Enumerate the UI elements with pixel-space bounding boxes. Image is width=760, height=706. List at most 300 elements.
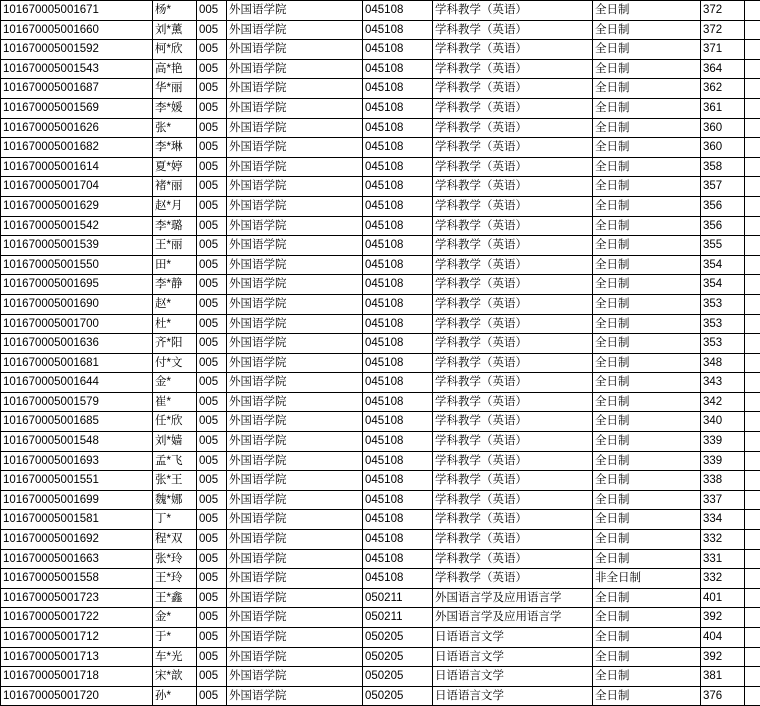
major-code-cell: 045108 — [363, 451, 433, 471]
table-row — [1, 118, 760, 138]
table-row — [1, 79, 760, 99]
major-code-cell: 045108 — [363, 98, 433, 118]
major-name-cell: 学科教学（英语） — [433, 569, 593, 589]
college-code-cell: 005 — [197, 412, 227, 432]
score-cell: 353 — [701, 294, 745, 314]
applicant-name-cell: 王*鑫 — [153, 588, 197, 608]
applicant-name-cell: 李*媛 — [153, 98, 197, 118]
major-name-cell: 学科教学（英语） — [433, 353, 593, 373]
score-cell: 339 — [701, 432, 745, 452]
major-code-cell: 045108 — [363, 471, 433, 491]
study-type-cell: 全日制 — [593, 334, 701, 354]
applicant-name-cell: 孟*飞 — [153, 451, 197, 471]
major-code-cell: 045108 — [363, 314, 433, 334]
score-cell: 372 — [701, 20, 745, 40]
study-type-cell: 全日制 — [593, 314, 701, 334]
score-cell: 354 — [701, 275, 745, 295]
college-code-cell: 005 — [197, 334, 227, 354]
college-code-cell: 005 — [197, 275, 227, 295]
score-cell: 392 — [701, 608, 745, 628]
study-type-cell: 全日制 — [593, 647, 701, 667]
major-name-cell: 学科教学（英语） — [433, 294, 593, 314]
exam-id-cell: 101670005001614 — [1, 157, 153, 177]
table-row — [1, 569, 760, 589]
applicant-name-cell: 赵* — [153, 294, 197, 314]
applicant-name-cell: 孙* — [153, 686, 197, 706]
college-code-cell: 005 — [197, 40, 227, 60]
major-code-cell: 045108 — [363, 157, 433, 177]
applicant-name-cell: 褚*丽 — [153, 177, 197, 197]
major-name-cell: 学科教学（英语） — [433, 490, 593, 510]
major-code-cell: 045108 — [363, 20, 433, 40]
college-name-cell: 外国语学院 — [227, 471, 363, 491]
college-name-cell: 外国语学院 — [227, 432, 363, 452]
major-code-cell: 045108 — [363, 40, 433, 60]
study-type-cell: 非全日制 — [593, 569, 701, 589]
major-code-cell: 045108 — [363, 138, 433, 158]
score-cell: 356 — [701, 216, 745, 236]
exam-id-cell: 101670005001550 — [1, 255, 153, 275]
college-name-cell: 外国语学院 — [227, 667, 363, 687]
major-code-cell: 045108 — [363, 1, 433, 21]
college-code-cell: 005 — [197, 98, 227, 118]
major-name-cell: 学科教学（英语） — [433, 510, 593, 530]
college-name-cell: 外国语学院 — [227, 353, 363, 373]
table-row — [1, 549, 760, 569]
study-type-cell: 全日制 — [593, 138, 701, 158]
major-code-cell: 050205 — [363, 647, 433, 667]
major-code-cell: 045108 — [363, 334, 433, 354]
college-code-cell: 005 — [197, 471, 227, 491]
college-code-cell: 005 — [197, 216, 227, 236]
exam-id-cell: 101670005001690 — [1, 294, 153, 314]
blank-cell — [745, 667, 760, 687]
college-code-cell: 005 — [197, 20, 227, 40]
college-name-cell: 外国语学院 — [227, 373, 363, 393]
blank-cell — [745, 353, 760, 373]
score-cell: 340 — [701, 412, 745, 432]
blank-cell — [745, 98, 760, 118]
major-code-cell: 050205 — [363, 686, 433, 706]
college-code-cell: 005 — [197, 667, 227, 687]
college-name-cell: 外国语学院 — [227, 451, 363, 471]
applicant-name-cell: 刘*薰 — [153, 20, 197, 40]
exam-id-cell: 101670005001636 — [1, 334, 153, 354]
study-type-cell: 全日制 — [593, 510, 701, 530]
exam-id-cell: 101670005001581 — [1, 510, 153, 530]
score-cell: 334 — [701, 510, 745, 530]
college-name-cell: 外国语学院 — [227, 177, 363, 197]
study-type-cell: 全日制 — [593, 353, 701, 373]
blank-cell — [745, 118, 760, 138]
table-row — [1, 373, 760, 393]
exam-id-cell: 101670005001722 — [1, 608, 153, 628]
blank-cell — [745, 588, 760, 608]
blank-cell — [745, 530, 760, 550]
blank-cell — [745, 138, 760, 158]
applicant-name-cell: 李*静 — [153, 275, 197, 295]
table-row — [1, 588, 760, 608]
college-code-cell: 005 — [197, 451, 227, 471]
major-code-cell: 045108 — [363, 236, 433, 256]
exam-id-cell: 101670005001693 — [1, 451, 153, 471]
exam-id-cell: 101670005001712 — [1, 628, 153, 648]
exam-id-cell: 101670005001551 — [1, 471, 153, 491]
table-row — [1, 353, 760, 373]
exam-id-cell: 101670005001626 — [1, 118, 153, 138]
score-cell: 355 — [701, 236, 745, 256]
applicant-name-cell: 张* — [153, 118, 197, 138]
applicant-name-cell: 于* — [153, 628, 197, 648]
major-name-cell: 学科教学（英语） — [433, 373, 593, 393]
major-code-cell: 045108 — [363, 294, 433, 314]
blank-cell — [745, 40, 760, 60]
college-name-cell: 外国语学院 — [227, 216, 363, 236]
score-cell: 332 — [701, 569, 745, 589]
table-row — [1, 294, 760, 314]
applicant-name-cell: 王*玲 — [153, 569, 197, 589]
exam-id-cell: 101670005001579 — [1, 392, 153, 412]
score-cell: 353 — [701, 334, 745, 354]
applicant-name-cell: 金* — [153, 608, 197, 628]
table-row — [1, 216, 760, 236]
college-name-cell: 外国语学院 — [227, 79, 363, 99]
table-row — [1, 177, 760, 197]
college-name-cell: 外国语学院 — [227, 549, 363, 569]
table-row — [1, 196, 760, 216]
study-type-cell: 全日制 — [593, 530, 701, 550]
blank-cell — [745, 334, 760, 354]
blank-cell — [745, 196, 760, 216]
study-type-cell: 全日制 — [593, 588, 701, 608]
major-code-cell: 045108 — [363, 255, 433, 275]
college-code-cell: 005 — [197, 255, 227, 275]
study-type-cell: 全日制 — [593, 118, 701, 138]
applicant-name-cell: 金* — [153, 373, 197, 393]
college-code-cell: 005 — [197, 79, 227, 99]
applicant-name-cell: 夏*婷 — [153, 157, 197, 177]
major-name-cell: 日语语言文学 — [433, 647, 593, 667]
score-cell: 360 — [701, 138, 745, 158]
applicant-name-cell: 魏*娜 — [153, 490, 197, 510]
college-name-cell: 外国语学院 — [227, 98, 363, 118]
college-name-cell: 外国语学院 — [227, 294, 363, 314]
major-code-cell: 045108 — [363, 59, 433, 79]
study-type-cell: 全日制 — [593, 255, 701, 275]
major-code-cell: 045108 — [363, 530, 433, 550]
applicant-name-cell: 齐*阳 — [153, 334, 197, 354]
exam-id-cell: 101670005001671 — [1, 1, 153, 21]
college-name-cell: 外国语学院 — [227, 530, 363, 550]
score-cell: 338 — [701, 471, 745, 491]
blank-cell — [745, 314, 760, 334]
blank-cell — [745, 275, 760, 295]
table-row — [1, 451, 760, 471]
study-type-cell: 全日制 — [593, 373, 701, 393]
college-code-cell: 005 — [197, 196, 227, 216]
major-code-cell: 050211 — [363, 608, 433, 628]
college-code-cell: 005 — [197, 549, 227, 569]
major-name-cell: 学科教学（英语） — [433, 118, 593, 138]
table-row — [1, 59, 760, 79]
table-row — [1, 647, 760, 667]
college-name-cell: 外国语学院 — [227, 628, 363, 648]
study-type-cell: 全日制 — [593, 432, 701, 452]
blank-cell — [745, 373, 760, 393]
exam-id-cell: 101670005001681 — [1, 353, 153, 373]
study-type-cell: 全日制 — [593, 177, 701, 197]
study-type-cell: 全日制 — [593, 79, 701, 99]
major-name-cell: 学科教学（英语） — [433, 412, 593, 432]
applicant-name-cell: 车*光 — [153, 647, 197, 667]
major-name-cell: 学科教学（英语） — [433, 334, 593, 354]
college-code-cell: 005 — [197, 608, 227, 628]
college-name-cell: 外国语学院 — [227, 334, 363, 354]
exam-id-cell: 101670005001539 — [1, 236, 153, 256]
exam-id-cell: 101670005001704 — [1, 177, 153, 197]
exam-id-cell: 101670005001685 — [1, 412, 153, 432]
major-code-cell: 045108 — [363, 549, 433, 569]
major-code-cell: 050211 — [363, 588, 433, 608]
major-name-cell: 学科教学（英语） — [433, 432, 593, 452]
exam-id-cell: 101670005001695 — [1, 275, 153, 295]
exam-id-cell: 101670005001592 — [1, 40, 153, 60]
score-cell: 348 — [701, 353, 745, 373]
study-type-cell: 全日制 — [593, 471, 701, 491]
exam-id-cell: 101670005001660 — [1, 20, 153, 40]
major-code-cell: 045108 — [363, 412, 433, 432]
major-name-cell: 日语语言文学 — [433, 628, 593, 648]
major-code-cell: 045108 — [363, 196, 433, 216]
major-name-cell: 学科教学（英语） — [433, 20, 593, 40]
college-code-cell: 005 — [197, 392, 227, 412]
blank-cell — [745, 608, 760, 628]
score-cell: 360 — [701, 118, 745, 138]
college-code-cell: 005 — [197, 569, 227, 589]
blank-cell — [745, 549, 760, 569]
study-type-cell: 全日制 — [593, 98, 701, 118]
college-code-cell: 005 — [197, 647, 227, 667]
table-row — [1, 40, 760, 60]
blank-cell — [745, 392, 760, 412]
college-code-cell: 005 — [197, 432, 227, 452]
applicant-name-cell: 杜* — [153, 314, 197, 334]
score-cell: 362 — [701, 79, 745, 99]
exam-id-cell: 101670005001629 — [1, 196, 153, 216]
major-code-cell: 045108 — [363, 275, 433, 295]
study-type-cell: 全日制 — [593, 275, 701, 295]
blank-cell — [745, 490, 760, 510]
exam-id-cell: 101670005001699 — [1, 490, 153, 510]
score-cell: 354 — [701, 255, 745, 275]
major-name-cell: 学科教学（英语） — [433, 275, 593, 295]
exam-id-cell: 101670005001548 — [1, 432, 153, 452]
major-code-cell: 045108 — [363, 490, 433, 510]
table-row — [1, 432, 760, 452]
major-code-cell: 050205 — [363, 628, 433, 648]
study-type-cell: 全日制 — [593, 20, 701, 40]
study-type-cell: 全日制 — [593, 451, 701, 471]
study-type-cell: 全日制 — [593, 40, 701, 60]
applicant-name-cell: 李*璐 — [153, 216, 197, 236]
college-code-cell: 005 — [197, 177, 227, 197]
applicant-name-cell: 赵*月 — [153, 196, 197, 216]
study-type-cell: 全日制 — [593, 412, 701, 432]
study-type-cell: 全日制 — [593, 667, 701, 687]
score-cell: 401 — [701, 588, 745, 608]
score-cell: 342 — [701, 392, 745, 412]
college-code-cell: 005 — [197, 294, 227, 314]
table-row — [1, 255, 760, 275]
blank-cell — [745, 59, 760, 79]
blank-cell — [745, 412, 760, 432]
college-code-cell: 005 — [197, 588, 227, 608]
college-code-cell: 005 — [197, 314, 227, 334]
table-row — [1, 510, 760, 530]
major-name-cell: 学科教学（英语） — [433, 471, 593, 491]
college-code-cell: 005 — [197, 59, 227, 79]
major-name-cell: 日语语言文学 — [433, 667, 593, 687]
major-code-cell: 045108 — [363, 118, 433, 138]
major-name-cell: 日语语言文学 — [433, 686, 593, 706]
blank-cell — [745, 432, 760, 452]
college-code-cell: 005 — [197, 1, 227, 21]
applicant-name-cell: 丁* — [153, 510, 197, 530]
study-type-cell: 全日制 — [593, 236, 701, 256]
study-type-cell: 全日制 — [593, 686, 701, 706]
college-name-cell: 外国语学院 — [227, 275, 363, 295]
major-name-cell: 学科教学（英语） — [433, 236, 593, 256]
college-code-cell: 005 — [197, 118, 227, 138]
exam-id-cell: 101670005001682 — [1, 138, 153, 158]
exam-id-cell: 101670005001723 — [1, 588, 153, 608]
score-cell: 381 — [701, 667, 745, 687]
major-name-cell: 学科教学（英语） — [433, 79, 593, 99]
applicant-name-cell: 宋*歆 — [153, 667, 197, 687]
major-code-cell: 045108 — [363, 177, 433, 197]
table-row — [1, 334, 760, 354]
applicant-name-cell: 付*文 — [153, 353, 197, 373]
college-name-cell: 外国语学院 — [227, 608, 363, 628]
exam-id-cell: 101670005001558 — [1, 569, 153, 589]
table-row — [1, 314, 760, 334]
score-cell: 343 — [701, 373, 745, 393]
major-code-cell: 045108 — [363, 216, 433, 236]
score-cell: 353 — [701, 314, 745, 334]
college-code-cell: 005 — [197, 157, 227, 177]
college-name-cell: 外国语学院 — [227, 392, 363, 412]
table-row — [1, 1, 760, 21]
major-code-cell: 045108 — [363, 569, 433, 589]
major-code-cell: 045108 — [363, 353, 433, 373]
college-name-cell: 外国语学院 — [227, 412, 363, 432]
score-cell: 358 — [701, 157, 745, 177]
score-cell: 371 — [701, 40, 745, 60]
table-row — [1, 157, 760, 177]
major-name-cell: 学科教学（英语） — [433, 177, 593, 197]
major-name-cell: 学科教学（英语） — [433, 196, 593, 216]
college-name-cell: 外国语学院 — [227, 196, 363, 216]
blank-cell — [745, 79, 760, 99]
major-name-cell: 学科教学（英语） — [433, 451, 593, 471]
blank-cell — [745, 216, 760, 236]
blank-cell — [745, 177, 760, 197]
college-code-cell: 005 — [197, 628, 227, 648]
exam-id-cell: 101670005001644 — [1, 373, 153, 393]
blank-cell — [745, 255, 760, 275]
major-name-cell: 学科教学（英语） — [433, 314, 593, 334]
table-row — [1, 412, 760, 432]
college-name-cell: 外国语学院 — [227, 255, 363, 275]
college-code-cell: 005 — [197, 510, 227, 530]
table-row — [1, 686, 760, 706]
major-code-cell: 050205 — [363, 667, 433, 687]
applicant-name-cell: 任*欣 — [153, 412, 197, 432]
study-type-cell: 全日制 — [593, 628, 701, 648]
applicant-name-cell: 崔* — [153, 392, 197, 412]
blank-cell — [745, 471, 760, 491]
score-cell: 331 — [701, 549, 745, 569]
table-row — [1, 138, 760, 158]
college-name-cell: 外国语学院 — [227, 118, 363, 138]
study-type-cell: 全日制 — [593, 294, 701, 314]
score-cell: 376 — [701, 686, 745, 706]
college-name-cell: 外国语学院 — [227, 40, 363, 60]
college-name-cell: 外国语学院 — [227, 314, 363, 334]
exam-id-cell: 101670005001718 — [1, 667, 153, 687]
exam-id-cell: 101670005001543 — [1, 59, 153, 79]
college-code-cell: 005 — [197, 373, 227, 393]
exam-id-cell: 101670005001687 — [1, 79, 153, 99]
blank-cell — [745, 628, 760, 648]
major-name-cell: 学科教学（英语） — [433, 530, 593, 550]
college-name-cell: 外国语学院 — [227, 686, 363, 706]
score-cell: 361 — [701, 98, 745, 118]
major-name-cell: 学科教学（英语） — [433, 59, 593, 79]
blank-cell — [745, 1, 760, 21]
college-name-cell: 外国语学院 — [227, 138, 363, 158]
applicant-name-cell: 高*艳 — [153, 59, 197, 79]
table-row — [1, 490, 760, 510]
study-type-cell: 全日制 — [593, 216, 701, 236]
table-row — [1, 392, 760, 412]
table-row — [1, 667, 760, 687]
college-name-cell: 外国语学院 — [227, 588, 363, 608]
exam-id-cell: 101670005001663 — [1, 549, 153, 569]
exam-id-cell: 101670005001720 — [1, 686, 153, 706]
study-type-cell: 全日制 — [593, 608, 701, 628]
college-name-cell: 外国语学院 — [227, 490, 363, 510]
college-name-cell: 外国语学院 — [227, 647, 363, 667]
blank-cell — [745, 569, 760, 589]
blank-cell — [745, 157, 760, 177]
applicant-name-cell: 华*丽 — [153, 79, 197, 99]
score-cell: 339 — [701, 451, 745, 471]
exam-id-cell: 101670005001692 — [1, 530, 153, 550]
exam-id-cell: 101670005001542 — [1, 216, 153, 236]
study-type-cell: 全日制 — [593, 549, 701, 569]
applicant-name-cell: 杨* — [153, 1, 197, 21]
major-name-cell: 学科教学（英语） — [433, 216, 593, 236]
study-type-cell: 全日制 — [593, 392, 701, 412]
exam-id-cell: 101670005001700 — [1, 314, 153, 334]
study-type-cell: 全日制 — [593, 196, 701, 216]
study-type-cell: 全日制 — [593, 157, 701, 177]
blank-cell — [745, 510, 760, 530]
applicant-name-cell: 柯*欣 — [153, 40, 197, 60]
table-row — [1, 608, 760, 628]
score-cell: 332 — [701, 530, 745, 550]
